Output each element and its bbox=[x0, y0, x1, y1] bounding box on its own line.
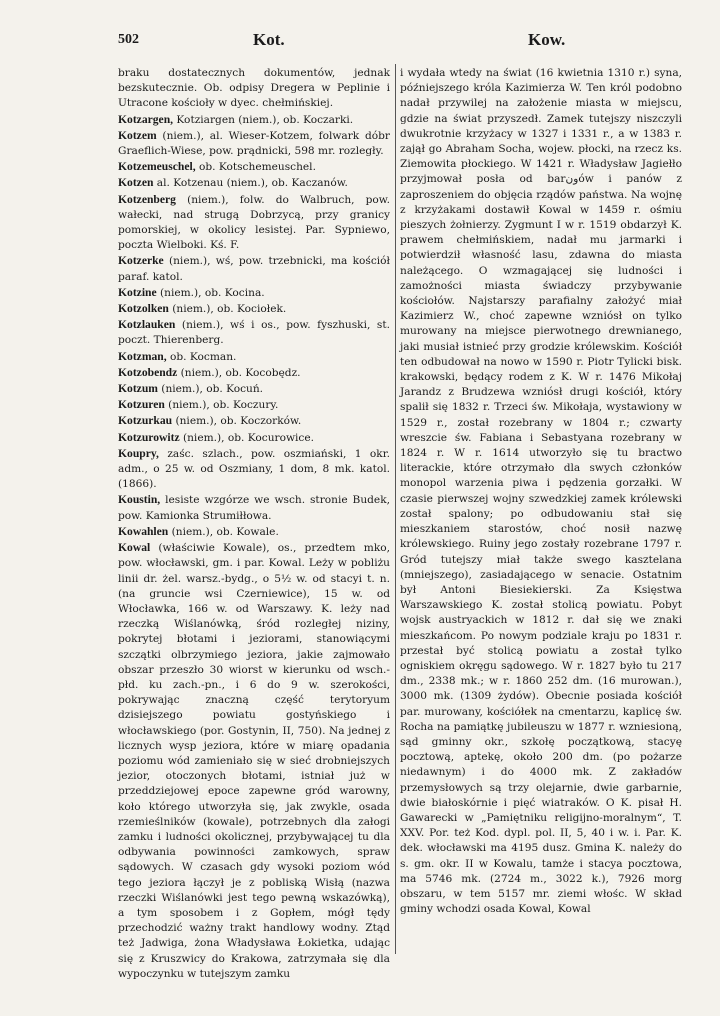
page-header bbox=[118, 28, 680, 54]
entry-text: i wydała wtedy na świat (16 kwietnia 1310 r.) syna, późniejszego króla Kazimierza W. Ten król podobno nadał przywilej na założenie miasta w miejscu, gdzie na świat przyszedł. Zamek tutejszy niszczyli dwukrotnie krzyżacy w 1327 i 1331 r., a w 1383 r. zajął go Abraham Socha, wojew. płocki, na rzecz ks. Ziemowita płockiego. W 1421 r. Władysław Jagiełło przyjmował posła od barونów i panów z zaproszeniem do objęcia rządów państwa. Na wojnę z krzyżakami dostawił Kowal w 1459 r. ośmiu pieszych żołnierzy. Zygmunt I w r. 1519 obdarzył K. prawem chełmińskiem, nadał mu jarmarki i potwierdził własność lasu, zdawna do miasta należącego. O wzmagającej się ludności i zamożności miasta świadczy przybywanie kościołów. Najstarszy parafialny założyć miał Kazimierz W., choć zapewne wzniósł on tylko murowany na miejsce pierwotnego drewnianego, jaki musiał istnieć przy grodzie królewskim. Kościół ten odbudował na nowo w 1590 r. Piotr Tylicki bisk. krakowski, będący rodem z K. W r. 1476 Mikołaj Jarandz z Brudzewa wzniósł drugi kościół, który spalił się 1832 r. Trzeci św. Mikołaja, wystawiony w 1529 r., został rozebrany w 1804 r.; czwarty wreszcie św. Fabiana i Sebastyana rozebrany w 1824 r. W r. 1614 utworzyło się tu bractwo literackie, które otrzymało dla swych członków monopol warzenia piwa i pędzenia gorzałki. W czasie pierwszej wojny szwedzkiej zamek królewski został spalony; po odbudowaniu stał się mieszkaniem starostów, choć nosił nazwę królewskiego. Ruiny jego zostały rozebrane 1797 r. Gród tutejszy miał także swego kasztelana (mniejszego), zasiadającego w senacie. Ostatnim był Antoni Biesiekierski. Za Księstwa Warszawskiego K. został stolicą powiatu. Pobyt wojsk austryackich w 1812 r. dał się we znaki mieszkańcom. Po nowym podziale kraju po 1831 r. przestał być stolicą powiatu a został tylko ogniskiem okręgu sądowego. W r. 1827 było tu 217 dm., 2338 mk.; w r. 1860 252 dm. (16 murowan.), 3000 mk. (1309 żydów). Obecnie posiada kościół par. murowany, kościółek na cmentarzu, kaplicę św. Rocha na pamiątkę jubileuszu w 1877 r. wzniesioną, sąd gminny okr., szkołę początkową, stacyę pocztową, aptekę, około 200 dm. (po pożarze niedawnym) i do 4000 mk. Z zakładów przemysłowych są trzy olejarnie, dwie garbarnie, dwie białoskórnie i pięć wiatraków. O K. pisał H. Gawarecki w „Pamiętniku religijno-moralnym“, T. XXV. Por. też Kod. dypl. pol. II, 5, 40 i w. i. Par. K. dek. włocławski ma 4195 dusz. Gmina K. należy do s. gm. okr. II w Kowalu, tamże i stacya pocztowa, ma 5746 mk. (2724 m., 3022 k.), 7926 morg obszaru, w tem 5157 mr. ziemi włośc. W skład gminy wchodzi osada Kowal, Kowal bbox=[400, 67, 682, 916]
right-running-head: Kow. bbox=[528, 30, 566, 49]
entry-text: (niem.), wś i os., pow. fyszhuski, st. poczt. Thierenberg. bbox=[118, 319, 390, 347]
entry-text: (niem.), ob. Kowale. bbox=[168, 525, 279, 538]
entry-text: al. Kotzenau (niem.), ob. Kaczanów. bbox=[153, 177, 348, 190]
dictionary-entry bbox=[118, 66, 390, 112]
entry-text: braku dostatecznych dokumentów, jednak bezskutecznie. Ob. odpisy Dregera w Peplinie i Utracone kościoły w dyec. chełmińskiej. bbox=[118, 67, 390, 110]
entry-text: (niem.), ob. Kocurowice. bbox=[179, 431, 314, 444]
entry-text: (niem.), ob. Kocobędz. bbox=[177, 366, 301, 379]
entry-text: (właściwie Kowale), os., przedtem mko, pow. włocławski, gm. i par. Kowal. Leży w pobliżu linii dr. żel. warsz.-bydg., o 5½ w. od stacyi t. n. (na gruncie wsi Czerniewice), 15 w. od Włocławka, 166 w. od Warszawy. K. leży nad rzeczką Wiślanówką, śród rozległej niziny, pokrytej błotami i jeziorami, stanowiącymi szczątki olbrzymiego jeziora, jakie zajmowało obszar przeszło 30 wiorst w kierunku od wsch.-płd. ku zach.-pn., i 6 do 9 w. szerokości, pokrywając znaczną część terytoryum dzisiejszego powiatu gostyńskiego i włocławskiego (por. Gostynin, II, 750). Na jednej z licznych wysp jeziora, które w miarę opadania poziomu wód zamieniało się w sieć drobniejszych jezior, otoczonych błotami, istniał już w przeddziejowej epoce zapewne gród warowny, koło którego utworzyła się, jak zwykle, osada rzemieślników (kowale), potrzebnych dla załogi zamku i ludności okolicznej, przybywającej tu dla odbywania powinności zamkowych, spraw sądowych. W czasach gdy wysoki poziom wód tego jeziora łączył je z pobliską Wisłą (nazwa rzeczki Wiślanówki jest tego pewną wskazówką), a tym sposobem i z Gopłem, mógł tędy przechodzić ważny trakt handlowy wodny. Ztąd też Jadwiga, żona Władysława Łokietka, udając się z Kruszwicy do Krakowa, zatrzymała się dla wypoczynku w tutejszym zamku bbox=[118, 542, 390, 980]
entry-headword: Kotzurowitz bbox=[118, 430, 180, 444]
entry-headword: Kotzurkau bbox=[118, 414, 173, 428]
entry-text: (niem.), folw. do Walbruch, pow. wałecki, nad strugą Dobrzycą, przy granicy pomorskiej, w okolicy lesistej. Par. Sypniewo, poczta Wielboki. Kś. F. bbox=[118, 193, 390, 252]
entry-headword: Kotzlauken bbox=[118, 318, 176, 332]
dictionary-entry bbox=[118, 492, 390, 523]
entry-headword: Kotzenberg bbox=[118, 192, 176, 206]
entry-headword: Kotzum bbox=[118, 382, 158, 396]
dictionary-entry bbox=[118, 540, 390, 982]
entry-headword: Koupry, bbox=[118, 446, 159, 460]
entry-headword: Kotzerke bbox=[118, 254, 164, 268]
entry-headword: Kotzuren bbox=[118, 398, 165, 412]
entry-headword: Kowahlen bbox=[118, 524, 169, 538]
entry-headword: Kotzemeuschel, bbox=[118, 160, 196, 174]
entry-headword: Kowal bbox=[118, 541, 151, 555]
entry-text: (niem.), ob. Kocina. bbox=[156, 286, 265, 299]
column-divider bbox=[395, 64, 396, 954]
entry-text: zaśc. szlach., pow. oszmiański, 1 okr. adm., o 25 w. od Oszmiany, 1 dom, 8 mk. katol. (1866). bbox=[118, 447, 390, 491]
dictionary-entry bbox=[118, 112, 390, 128]
entry-headword: Kotzargen, bbox=[118, 112, 174, 126]
entry-headword: Kotzolken bbox=[118, 302, 169, 316]
dictionary-entry bbox=[118, 159, 390, 175]
dictionary-entry bbox=[118, 349, 390, 365]
entry-text: (niem.), wś, pow. trzebnicki, ma kościół paraf. katol. bbox=[118, 255, 390, 283]
dictionary-entry bbox=[118, 446, 390, 493]
page-number: 502 bbox=[118, 32, 139, 47]
entry-text: (niem.), ob. Koczorków. bbox=[172, 415, 302, 428]
entry-headword: Koustin, bbox=[118, 493, 161, 507]
dictionary-entry bbox=[118, 381, 390, 397]
dictionary-entry bbox=[118, 175, 390, 191]
entry-headword: Kotzen bbox=[118, 176, 154, 190]
entry-text: lesiste wzgórze we wsch. stronie Budek, pow. Kamionka Strumiłłowa. bbox=[118, 494, 390, 522]
dictionary-entry bbox=[118, 285, 390, 301]
entry-text: ob. Kotschemeuschel. bbox=[195, 161, 316, 174]
dictionary-entry bbox=[118, 317, 390, 348]
dictionary-entry bbox=[400, 66, 682, 917]
dictionary-entry bbox=[118, 253, 390, 284]
entry-headword: Kotzine bbox=[118, 285, 157, 299]
entry-headword: Kotzman, bbox=[118, 349, 167, 363]
dictionary-entry bbox=[118, 397, 390, 413]
dictionary-entry bbox=[118, 524, 390, 540]
dictionary-entry bbox=[118, 128, 390, 159]
right-text-column bbox=[400, 66, 682, 966]
entry-headword: Kotzem bbox=[118, 128, 157, 142]
left-running-head: Kot. bbox=[253, 30, 285, 49]
entry-text: (niem.), al. Wieser-Kotzem, folwark dóbr Graeflich-Wiese, pow. prądnicki, 598 mr. rozległy. bbox=[118, 129, 390, 158]
dictionary-entry bbox=[118, 430, 390, 446]
dictionary-entry bbox=[118, 365, 390, 381]
entry-text: (niem.), ob. Kocuń. bbox=[157, 383, 264, 396]
dictionary-entry bbox=[118, 301, 390, 317]
entry-text: ob. Kocman. bbox=[166, 350, 237, 363]
entry-text: (niem.), ob. Kociołek. bbox=[168, 303, 287, 316]
left-text-column bbox=[118, 66, 390, 980]
entry-headword: Kotzobendz bbox=[118, 365, 178, 379]
entry-text: (niem.), ob. Koczury. bbox=[164, 399, 279, 412]
dictionary-entry bbox=[118, 413, 390, 429]
dictionary-entry bbox=[118, 192, 390, 254]
entry-text: Kotziargen (niem.), ob. Koczarki. bbox=[173, 113, 354, 126]
